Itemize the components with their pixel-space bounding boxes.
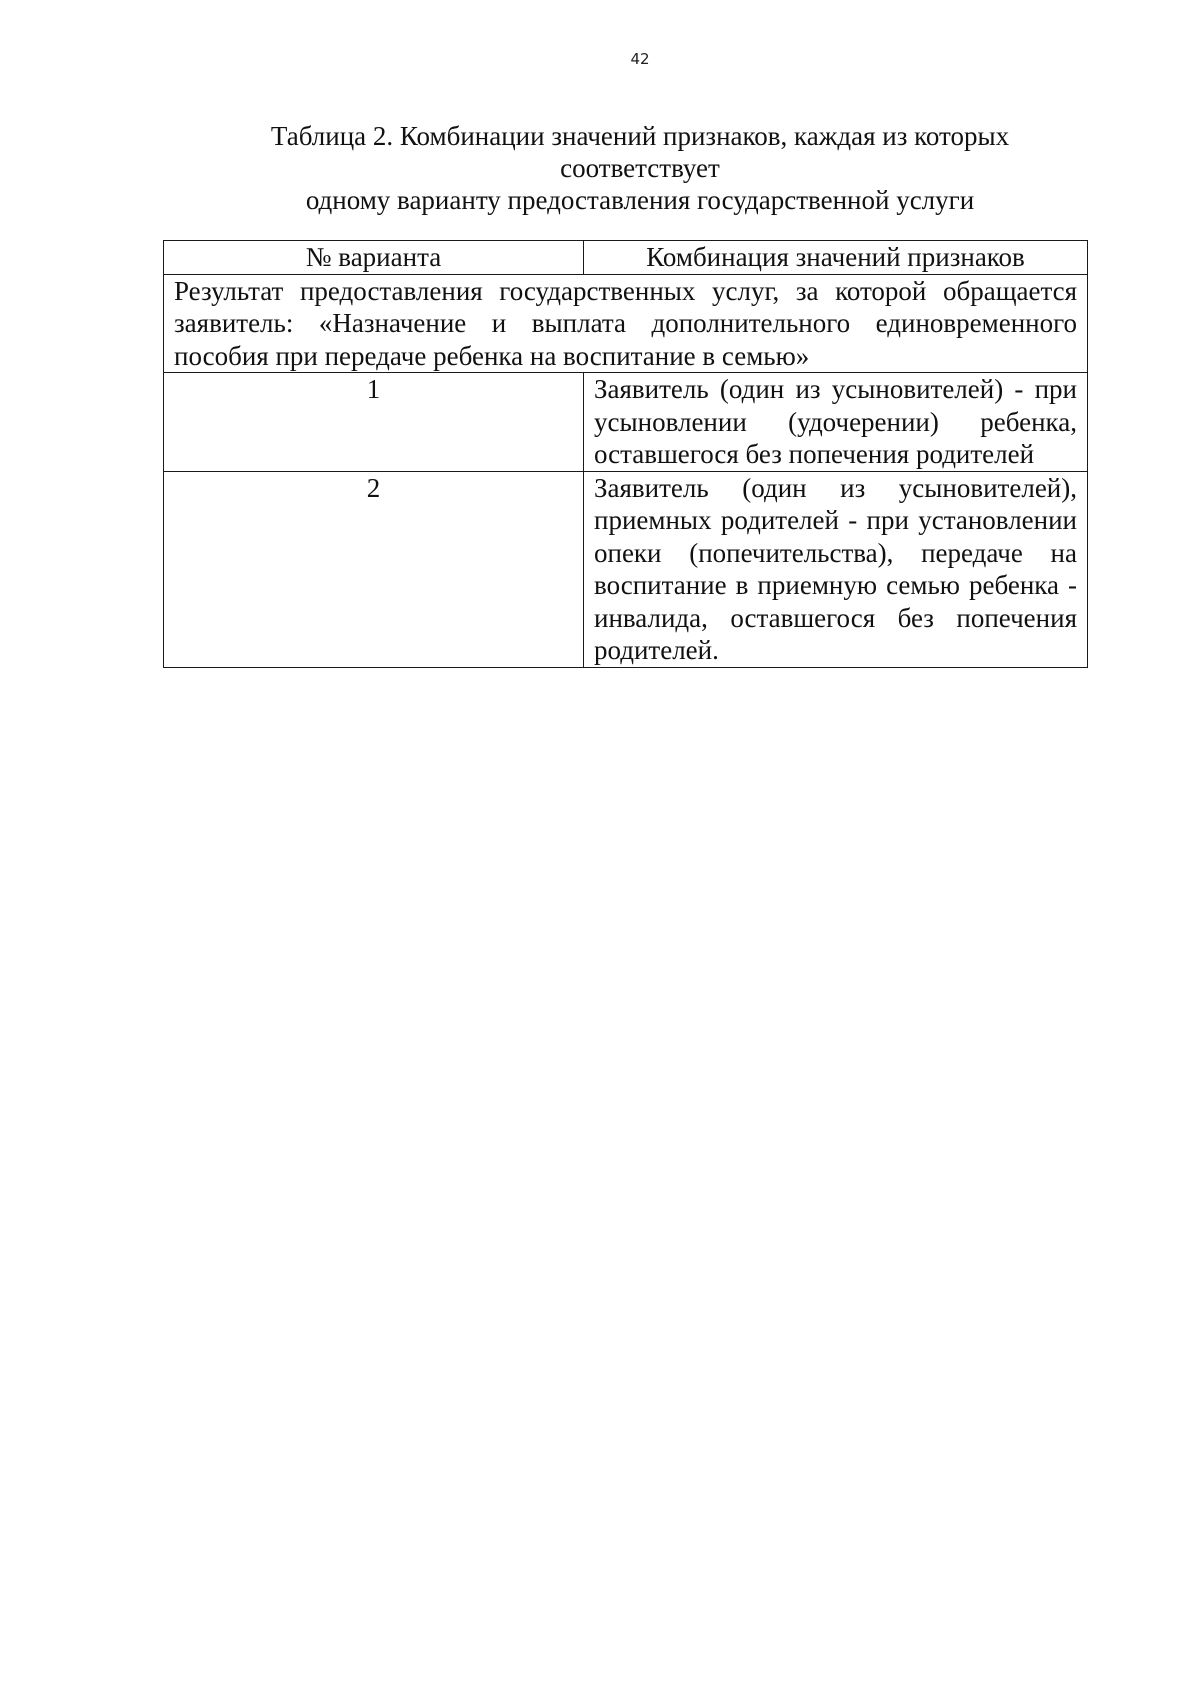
variant-number-cell: 1 <box>164 373 584 472</box>
combination-cell: Заявитель (один из усыновителей) - при усыновлении (удочерении) ребенка, оставшегося без попечения родителей <box>584 373 1088 472</box>
table-row <box>164 471 1088 667</box>
table-title <box>0 120 1200 216</box>
header-variant-number: № варианта <box>164 241 584 275</box>
page-number: 42 <box>630 50 650 68</box>
variants-table <box>163 240 1088 668</box>
table-row <box>164 373 1088 472</box>
table-title-line-1: Таблица 2. Комбинации значений признаков, каждая из которых <box>270 121 1010 151</box>
variant-number-cell: 2 <box>164 471 584 667</box>
combination-cell: Заявитель (один из усыновителей), приемных родителей - при установлении опеки (попечительства), передаче на воспитание в приемную семью ребенка - инвалида, оставшегося без попечения родителей. <box>584 471 1088 667</box>
header-combination: Комбинация значений признаков <box>584 241 1088 275</box>
table-header-row <box>164 241 1088 275</box>
table-title-line-2: соответствует <box>560 153 720 183</box>
table-title-line-3: одному варианту предоставления государственной услуги <box>305 185 975 215</box>
table-section-row <box>164 274 1088 373</box>
section-label: Результат предоставления государственных услуг, за которой обращается заявитель: «Назначение и выплата дополнительного единовременного пособия при передаче ребенка на воспитание в семью» <box>164 274 1088 373</box>
